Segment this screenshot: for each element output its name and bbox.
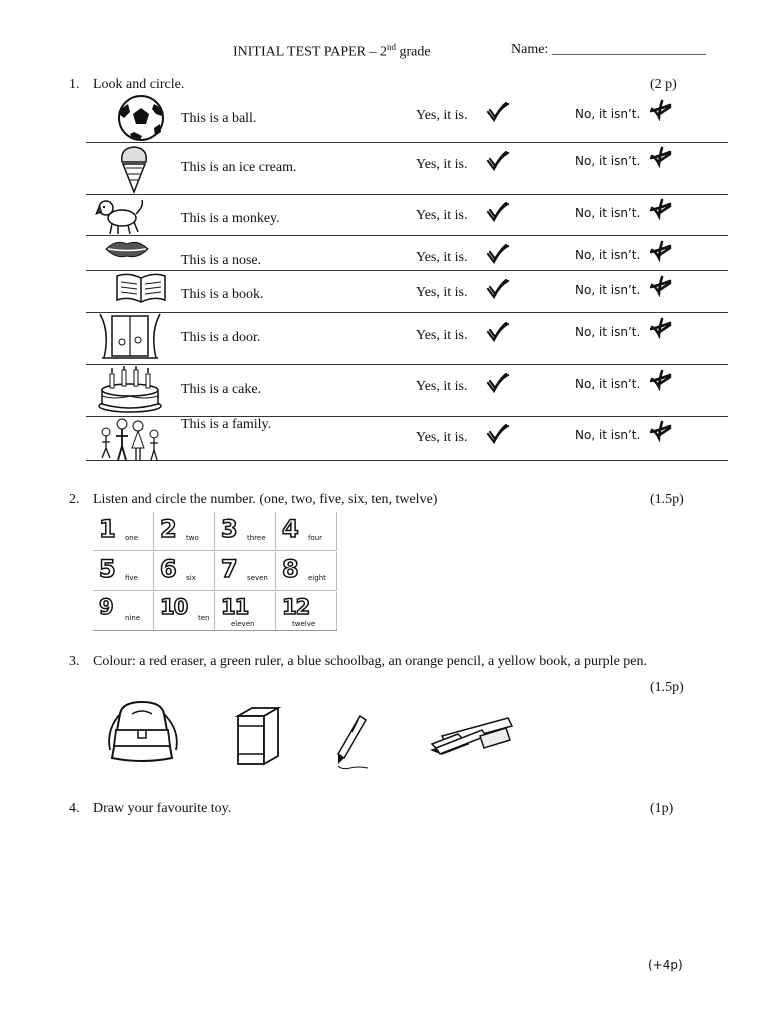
- yes-option[interactable]: Yes, it is.: [416, 285, 468, 300]
- number-cell[interactable]: [93, 512, 154, 551]
- cross-mark-icon: [650, 420, 674, 442]
- number-word: twelve: [292, 620, 316, 628]
- question-text: Draw your favourite toy.: [93, 801, 232, 816]
- check-mark-icon: [486, 322, 512, 344]
- no-option[interactable]: No, it isn’t.: [575, 325, 641, 339]
- check-mark-icon: [486, 102, 512, 124]
- no-option[interactable]: No, it isn’t.: [575, 107, 641, 121]
- ice-cream-icon: [116, 144, 152, 194]
- question-points: (1.5p): [650, 492, 684, 507]
- number-digit: 6: [160, 555, 176, 583]
- number-digit: 3: [221, 515, 237, 543]
- number-digit: 11: [221, 595, 249, 619]
- schoolbag-icon: [102, 700, 184, 764]
- yes-option[interactable]: Yes, it is.: [416, 108, 468, 123]
- number-digit: 8: [282, 555, 298, 583]
- number-word: nine: [125, 614, 141, 622]
- number-digit: 4: [282, 515, 298, 543]
- item-sentence: This is a nose.: [181, 253, 262, 268]
- cross-mark-icon: [650, 275, 674, 297]
- row-divider: [86, 194, 728, 195]
- number-cell[interactable]: [154, 552, 215, 591]
- yes-option[interactable]: Yes, it is.: [416, 328, 468, 343]
- lips-icon: [104, 238, 150, 260]
- row-divider: [86, 312, 728, 313]
- number-cell[interactable]: [276, 552, 337, 591]
- yes-option[interactable]: Yes, it is.: [416, 430, 468, 445]
- number-cell[interactable]: [276, 512, 337, 551]
- row-divider: [86, 270, 728, 271]
- number-digit: 1: [99, 515, 115, 543]
- item-sentence: This is a cake.: [181, 382, 262, 397]
- number-word: six: [186, 574, 196, 582]
- number-word: five: [125, 574, 138, 582]
- row-divider: [86, 142, 728, 143]
- no-option[interactable]: No, it isn’t.: [575, 248, 641, 262]
- cake-icon: [96, 366, 164, 414]
- item-sentence: This is a monkey.: [181, 211, 280, 226]
- number-digit: 2: [160, 515, 176, 543]
- question-number: 2.: [69, 492, 80, 507]
- number-digit: 10: [160, 595, 188, 619]
- question-text: Colour: a red eraser, a green ruler, a blue schoolbag, an orange pencil, a yellow book, a purple pen.: [93, 654, 647, 669]
- check-mark-icon: [486, 279, 512, 301]
- number-word: eight: [308, 574, 326, 582]
- number-digit: 7: [221, 555, 237, 583]
- question-number: 3.: [69, 654, 80, 669]
- family-icon: [96, 418, 164, 462]
- number-digit: 9: [99, 595, 113, 619]
- book-icon: [114, 272, 168, 304]
- question-text: Listen and circle the number. (one, two, five, six, ten, twelve): [93, 492, 438, 507]
- number-cell[interactable]: [215, 512, 276, 551]
- cross-mark-icon: [650, 198, 674, 220]
- no-option[interactable]: No, it isn’t.: [575, 154, 641, 168]
- cross-mark-icon: [650, 317, 674, 339]
- number-cell[interactable]: [215, 592, 276, 631]
- cross-mark-icon: [650, 146, 674, 168]
- row-divider: [86, 364, 728, 365]
- question-points: (1.5p): [650, 680, 684, 695]
- no-option[interactable]: No, it isn’t.: [575, 377, 641, 391]
- item-sentence: This is a book.: [181, 287, 264, 302]
- question-text: Look and circle.: [93, 77, 185, 92]
- yes-option[interactable]: Yes, it is.: [416, 250, 468, 265]
- cross-mark-icon: [650, 99, 674, 121]
- check-mark-icon: [486, 202, 512, 224]
- number-cell[interactable]: [154, 592, 215, 631]
- number-cell[interactable]: [93, 592, 154, 631]
- number-word: eleven: [231, 620, 255, 628]
- check-mark-icon: [486, 373, 512, 395]
- cross-mark-icon: [650, 369, 674, 391]
- name-field[interactable]: Name: ______________________: [511, 42, 706, 57]
- question-number: 1.: [69, 77, 80, 92]
- number-cell[interactable]: [154, 512, 215, 551]
- number-digit: 5: [99, 555, 115, 583]
- number-word: four: [308, 534, 323, 542]
- dog-icon: [92, 194, 148, 236]
- number-word: three: [247, 534, 266, 542]
- no-option[interactable]: No, it isn’t.: [575, 283, 641, 297]
- check-mark-icon: [486, 151, 512, 173]
- bonus-points: (+4p): [648, 958, 683, 972]
- number-grid: [93, 512, 337, 632]
- yes-option[interactable]: Yes, it is.: [416, 157, 468, 172]
- item-sentence: This is an ice cream.: [181, 160, 297, 175]
- number-cell[interactable]: [93, 552, 154, 591]
- number-word: two: [186, 534, 199, 542]
- pen-icon: [328, 712, 372, 772]
- window-icon: [98, 312, 162, 362]
- number-digit: 12: [282, 595, 310, 619]
- grid-bottom-line: [93, 630, 337, 631]
- page-title: INITIAL TEST PAPER – 2nd grade: [233, 42, 431, 60]
- question-points: (2 p): [650, 77, 677, 92]
- ball-icon: [114, 94, 168, 142]
- yes-option[interactable]: Yes, it is.: [416, 208, 468, 223]
- no-option[interactable]: No, it isn’t.: [575, 206, 641, 220]
- question-points: (1p): [650, 801, 674, 816]
- number-word: seven: [247, 574, 268, 582]
- cross-mark-icon: [650, 240, 674, 262]
- number-word: one: [125, 534, 139, 542]
- check-mark-icon: [486, 424, 512, 446]
- number-cell[interactable]: [215, 552, 276, 591]
- number-word: ten: [198, 614, 210, 622]
- row-divider: [86, 235, 728, 236]
- question-number: 4.: [69, 801, 80, 816]
- no-option[interactable]: No, it isn’t.: [575, 428, 641, 442]
- number-cell[interactable]: [276, 592, 337, 631]
- pencil-ruler-eraser-icon: [428, 714, 518, 760]
- book-icon: [232, 706, 282, 766]
- item-sentence: This is a door.: [181, 330, 261, 345]
- check-mark-icon: [486, 244, 512, 266]
- item-sentence: This is a family.: [181, 417, 272, 432]
- item-sentence: This is a ball.: [181, 111, 257, 126]
- row-divider: [86, 460, 728, 461]
- yes-option[interactable]: Yes, it is.: [416, 379, 468, 394]
